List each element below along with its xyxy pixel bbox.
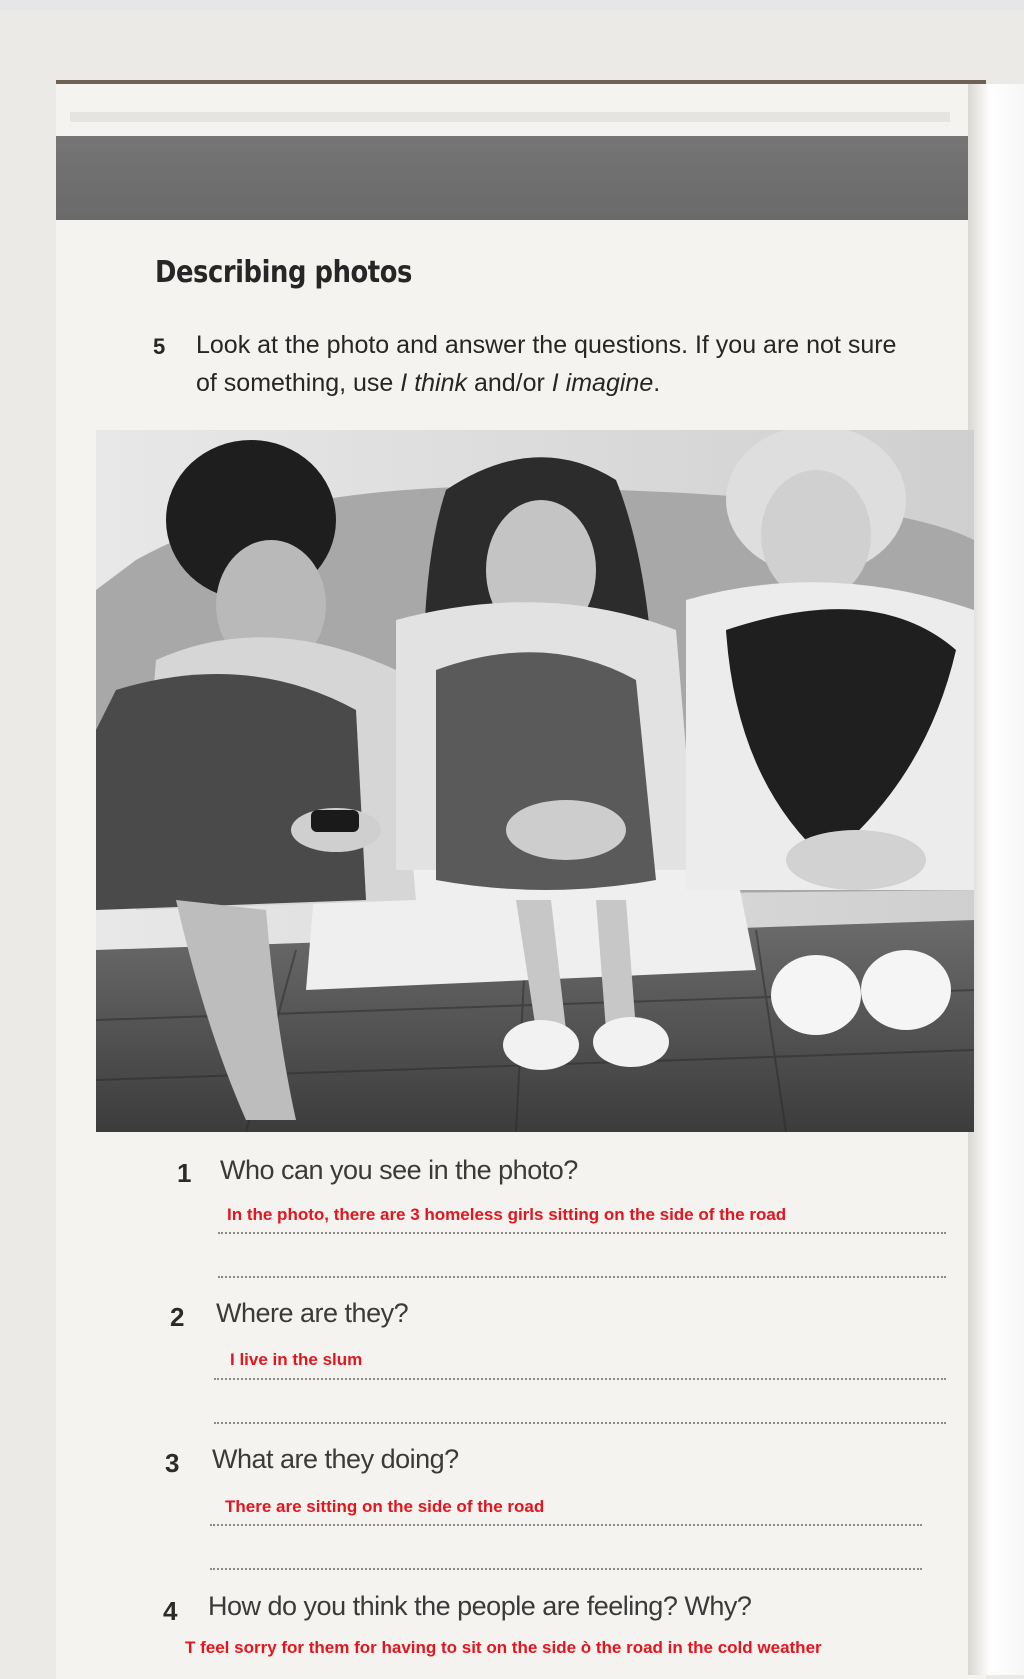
answer-line [210,1524,922,1526]
section-title: Describing photos [155,255,412,290]
question-text: Where are they? [216,1298,409,1328]
viewer-top-bar [0,0,1024,10]
page-header-band [56,136,968,220]
answer-text: There are sitting on the side of the road [225,1497,545,1516]
answer-line [214,1378,946,1380]
answer-line [214,1422,946,1424]
question-number: 3 [165,1448,180,1478]
exercise-instruction: Look at the photo and answer the questions. If you are not sure of something, use I think and/or I imagine. [196,331,897,397]
answer-line [218,1232,946,1234]
question-text: What are they doing? [212,1444,459,1474]
three-girls-photo [96,430,974,1132]
page-edge [968,84,1024,1675]
exercise-number: 5 [153,334,166,359]
answer-line [210,1568,922,1570]
question-text: Who can you see in the photo? [220,1155,578,1185]
answer-line [218,1276,946,1278]
question-number: 1 [177,1158,192,1188]
question-text: How do you think the people are feeling? Why? [208,1591,752,1621]
question-number: 2 [170,1302,185,1332]
question-number: 4 [163,1596,178,1626]
answer-text: T feel sorry for them for having to sit on the side ò the road in the cold weather [185,1638,822,1657]
faint-header-text [70,112,950,122]
answer-text: I live in the slum [230,1350,363,1369]
answer-text: In the photo, there are 3 homeless girls sitting on the side of the road [227,1205,787,1224]
